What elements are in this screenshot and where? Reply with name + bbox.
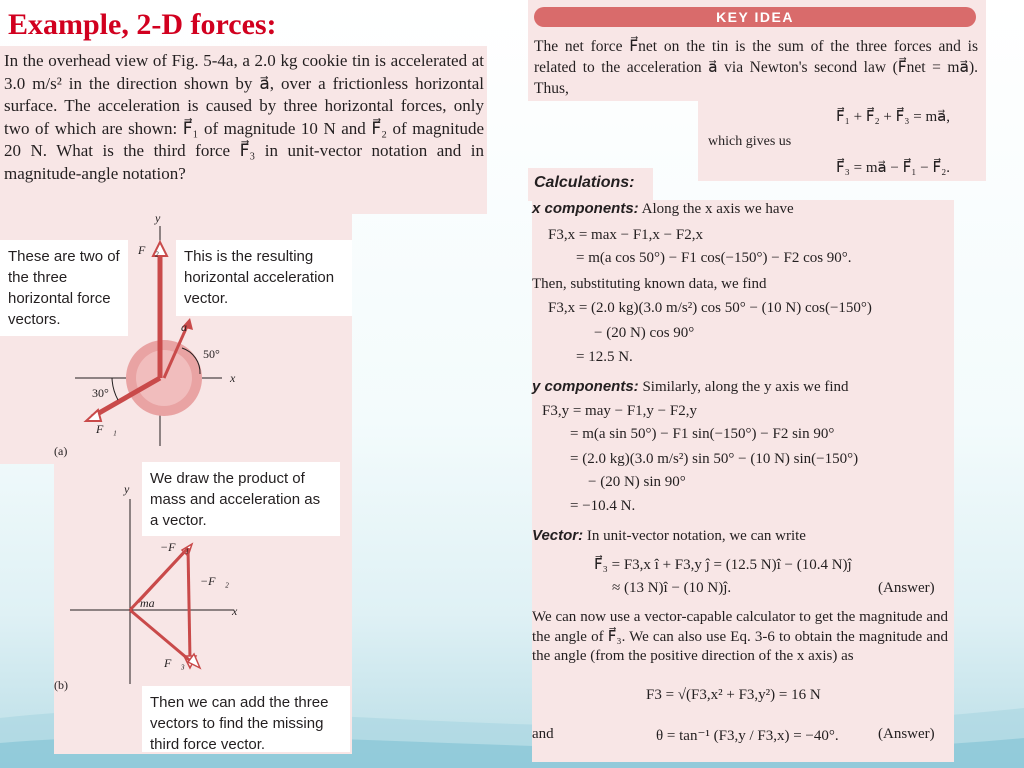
y-eq2: = m(a sin 50°) − F1 sin(−150°) − F2 sin 90° [570, 426, 835, 442]
key-eq1: F⃗₁ + F⃗₂ + F⃗₃ = ma⃗, [836, 109, 951, 125]
x-eq4: − (20 N) cos 90° [594, 325, 695, 341]
and-text: and [532, 726, 554, 742]
callout-two-forces: These are two of the three horizontal force vectors. [0, 240, 128, 336]
vector-eq1: F⃗₃ = F3,x î + F3,y ĵ = (12.5 N)î − (10.4 N)ĵ [594, 557, 852, 573]
x-components-label: x components: [532, 200, 639, 217]
key-eq2: F⃗₃ = ma⃗ − F⃗₁ − F⃗₂. [836, 160, 951, 176]
y-components-label: y components: [532, 378, 639, 395]
answer-label-1: (Answer) [878, 580, 935, 596]
key-idea-heading: KEY IDEA [534, 7, 976, 27]
vector-line [532, 527, 806, 545]
magnitude-eq: F3 = √(F3,x² + F3,y²) = 16 N [646, 687, 821, 703]
panel-label-b: (b) [54, 678, 68, 692]
label-acc-a: a⃗ [181, 320, 197, 334]
label-ma: ma⃗ [140, 596, 164, 610]
vector-label: Vector: [532, 527, 584, 544]
x-eq2: = m(a cos 50°) − F1 cos(−150°) − F2 cos 90°. [576, 250, 852, 266]
y-components-intro: Similarly, along the y axis we find [642, 379, 849, 395]
label-neg-f1: −F⃗₁ [160, 540, 189, 554]
vector-intro: In unit-vector notation, we can write [586, 528, 806, 544]
problem-statement [0, 46, 487, 214]
magnitude-paragraph: We can now use a vector-capable calculator to get the magnitude and the angle of F⃗₃. We can also use Eq. 3-6 to obtain the magnitude and the angle (from the positive direction of the x axis) as [532, 609, 948, 664]
calculations-heading: Calculations: [534, 174, 635, 191]
callout-add-vectors: Then we can add the three vectors to find the missing third force vector. [142, 686, 350, 752]
label-f1-a: F⃗₁ [96, 422, 117, 436]
axis-x-label-a: x [230, 371, 236, 385]
angle-50: 50° [203, 347, 220, 361]
axis-x-label-b: x [232, 604, 238, 618]
label-f3-b: F⃗₃ [164, 656, 185, 670]
y-components-line [532, 378, 849, 396]
x-eq1: F3,x = max − F1,x − F2,x [548, 227, 703, 243]
problem-text: In the overhead view of Fig. 5-4a, a 2.0 kg cookie tin is accelerated at 3.0 m/s² in the direction shown by a⃗, over a frictionless horizontal surface. The acceleration is caused by three horizontal forces, only two of which are shown: F⃗₁ of magnitude 10 N and F⃗₂ of magnitude 20 N. What is the third force F⃗₃ in unit-vector notation and in magnitude-angle notation? [4, 51, 484, 183]
y-eq5: = −10.4 N. [570, 498, 636, 514]
x-components-intro: Along the x axis we have [641, 201, 794, 217]
callout-acceleration: This is the resulting horizontal acceleration vector. [176, 240, 352, 316]
slide-title: Example, 2-D forces: [8, 8, 277, 41]
y-eq3: = (2.0 kg)(3.0 m/s²) sin 50° − (10 N) sin(−150°) [570, 451, 859, 467]
x-components-line [532, 200, 794, 218]
y-eq4: − (20 N) sin 90° [588, 474, 686, 490]
y-eq1: F3,y = may − F1,y − F2,y [542, 403, 697, 419]
panel-label-a: (a) [54, 444, 68, 458]
axis-y-label-b: y [124, 482, 130, 496]
label-f2-a: F⃗₂ [138, 243, 159, 257]
then-text: Then, substituting known data, we find [532, 276, 767, 292]
angle-30: 30° [92, 386, 109, 400]
which-gives-text: which gives us [708, 134, 792, 149]
answer-label-2: (Answer) [878, 726, 935, 742]
callout-ma-vector: We draw the product of mass and acceleration as a vector. [142, 462, 340, 536]
key-idea-text: The net force F⃗net on the tin is the sum of the three forces and is related to the acceleration a⃗ via Newton's second law (F⃗net = ma⃗). Thus, [534, 38, 978, 97]
x-eq5: = 12.5 N. [576, 349, 633, 365]
label-neg-f2: −F⃗₂ [200, 574, 229, 588]
axis-y-label-a: y [155, 211, 161, 225]
theta-eq: θ = tan⁻¹ (F3,y / F3,x) = −40°. [656, 728, 839, 744]
vector-eq2: ≈ (13 N)î − (10 N)ĵ. [612, 580, 732, 596]
x-eq3: F3,x = (2.0 kg)(3.0 m/s²) cos 50° − (10 N) cos(−150°) [548, 300, 872, 316]
